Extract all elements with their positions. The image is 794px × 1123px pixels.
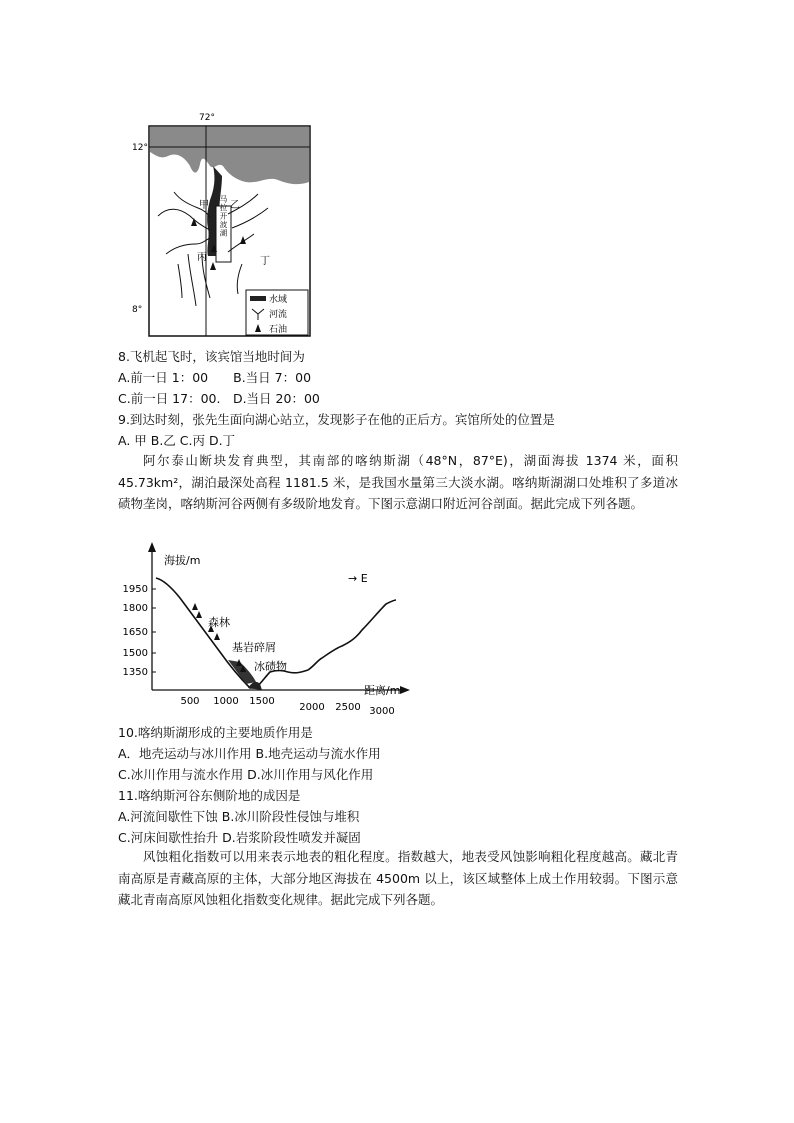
q11-options-cd: C.河床间歇性抬升 D.岩浆阶段性喷发并凝固	[118, 830, 361, 845]
x-tick-label: 1000	[213, 696, 239, 707]
passage-wind-erosion: 风蚀粗化指数可以用来表示地表的粗化程度。指数越大，地表受风蚀影响粗化程度越高。藏北青南高原是青藏高原的主体，大部分地区海拔在 4500m 以上，该区域整体上成土作用较弱。下图示意藏北青南高原风蚀粗化指数变化规律。据此完成下列各题。	[118, 849, 678, 907]
y-axis-arrow	[148, 542, 156, 552]
q8-options-ab: A.前一日 1：00 B.当日 7：00	[118, 370, 312, 385]
y-tick-label: 1800	[122, 603, 148, 614]
q10-options-ab: A．地壳运动与冰川作用 B.地壳运动与流水作用	[118, 746, 381, 761]
map-lon-label: 72°	[199, 113, 215, 123]
valley-profile-figure	[116, 536, 416, 718]
forest-trees	[192, 603, 246, 672]
y-tick-label: 1950	[122, 584, 148, 595]
x-axis-title: 距离/m	[364, 684, 401, 697]
x-tick-label: 2000	[299, 702, 325, 713]
y-tick-label: 1650	[122, 627, 148, 638]
q10-stem: 10.喀纳斯湖形成的主要地质作用是	[118, 725, 313, 740]
y-tick-label: 1500	[122, 648, 148, 659]
q11-options-ab: A.河流间歇性下蚀 B.冰川阶段性侵蚀与堆积	[118, 809, 360, 824]
legend-river-label: 河流	[269, 310, 288, 320]
point-yi: 乙	[230, 200, 240, 211]
x-tick-label: 1500	[249, 696, 275, 707]
lake-name-label: 马拉开波湖	[219, 194, 228, 238]
legend-water-label: 水域	[269, 295, 288, 305]
q8-stem: 8.飞机起飞时，该宾馆当地时间为	[118, 349, 305, 364]
x-tick-label: 3000	[369, 706, 395, 717]
map-lat-bottom: 8°	[132, 305, 143, 315]
q8-options-cd: C.前一日 17：00. D.当日 20：00	[118, 391, 320, 406]
direction-label: → E	[348, 572, 368, 585]
lake-map-figure	[118, 104, 318, 338]
y-tick-label: 1350	[122, 667, 148, 678]
moraine-label: 冰碛物	[254, 660, 287, 673]
legend-oil-label: 石油	[269, 325, 288, 335]
q9-stem: 9.到达时刻，张先生面向湖心站立，发现影子在他的正后方。宾馆所处的位置是	[118, 412, 555, 427]
q11-stem: 11.喀纳斯河谷东侧阶地的成因是	[118, 788, 301, 803]
map-lat-top: 12°	[132, 143, 148, 153]
x-tick-label: 500	[180, 696, 200, 707]
map-legend	[246, 290, 308, 335]
y-axis-title: 海拔/m	[164, 554, 201, 567]
point-ding: 丁	[260, 256, 270, 267]
passage-kanas: 阿尔泰山断块发育典型，其南部的喀纳斯湖（48°N，87°E)，湖面海拔 1374 米，面积 45.73km²，湖泊最深处高程 1181.5 米，是我国水量第三大淡水湖。喀纳斯湖湖口处堆积了多道冰碛物垄岗，喀纳斯河谷两侧有多级阶地发育。下图示意湖口附近河谷剖面。据此完成下列各题。	[118, 453, 678, 511]
q10-options-cd: C.冰川作用与流水作用 D.冰川作用与风化作用	[118, 767, 374, 782]
debris-label: 基岩碎屑	[232, 641, 276, 654]
point-bing: 丙	[197, 252, 207, 263]
x-axis-arrow	[400, 686, 410, 694]
x-tick-label: 2500	[335, 702, 361, 713]
point-jia: 甲	[199, 200, 209, 211]
q9-options: A. 甲 B.乙 C.丙 D.丁	[118, 433, 236, 448]
forest-label: 森林	[208, 616, 230, 629]
